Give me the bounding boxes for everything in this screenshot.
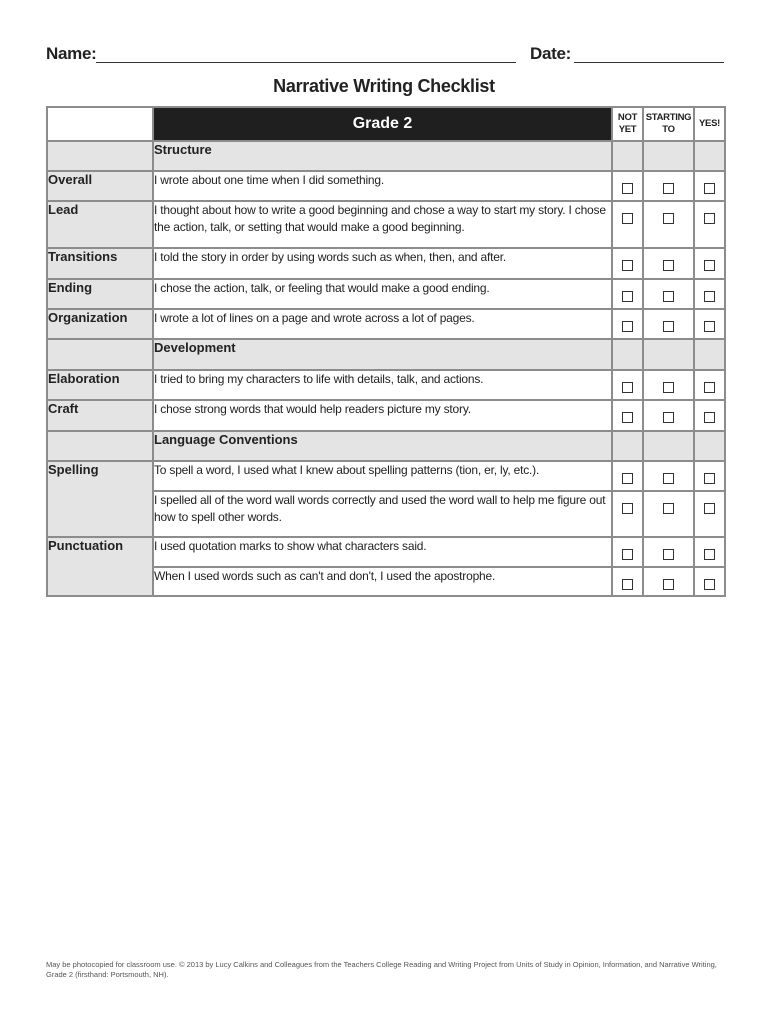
- yes-checkbox[interactable]: [704, 473, 715, 484]
- name-field-line[interactable]: [96, 62, 516, 63]
- table-header-row: [47, 107, 725, 141]
- yes-checkbox[interactable]: [704, 260, 715, 271]
- not-yet-checkbox[interactable]: [622, 183, 633, 194]
- not-yet-checkbox[interactable]: [622, 579, 633, 590]
- category-label: Transitions: [47, 248, 153, 279]
- criterion-text: When I used words such as can't and don't, I used the apostrophe.: [153, 567, 612, 596]
- criterion-text: I wrote a lot of lines on a page and wrote across a lot of pages.: [153, 309, 612, 339]
- col-not-yet-header: NOT YET: [612, 107, 643, 141]
- not-yet-checkbox[interactable]: [622, 473, 633, 484]
- section-row-language-conventions: [47, 431, 725, 461]
- starting-to-checkbox[interactable]: [663, 183, 674, 194]
- table-row: [47, 537, 725, 567]
- criterion-text: To spell a word, I used what I knew about spelling patterns (tion, er, ly, etc.).: [153, 461, 612, 491]
- table-row: [47, 171, 725, 201]
- criterion-text: I spelled all of the word wall words correctly and used the word wall to help me figure out how to spell other words.: [153, 491, 612, 537]
- section-label: Language Conventions: [153, 431, 612, 461]
- category-label: Spelling: [47, 461, 153, 537]
- yes-checkbox[interactable]: [704, 382, 715, 393]
- not-yet-checkbox[interactable]: [622, 382, 633, 393]
- table-row: [47, 461, 725, 491]
- starting-to-checkbox[interactable]: [663, 382, 674, 393]
- starting-to-checkbox[interactable]: [663, 260, 674, 271]
- starting-to-checkbox[interactable]: [663, 213, 674, 224]
- category-label: Ending: [47, 279, 153, 309]
- date-field-line[interactable]: [574, 62, 724, 63]
- page-title: Narrative Writing Checklist: [273, 76, 495, 96]
- table-row: [47, 309, 725, 339]
- checklist-table: [46, 106, 726, 597]
- not-yet-checkbox[interactable]: [622, 503, 633, 514]
- yes-checkbox[interactable]: [704, 321, 715, 332]
- date-label: Date:: [530, 44, 572, 63]
- grade-heading: Grade 2: [153, 107, 612, 141]
- col-yes-header: YES!: [694, 107, 725, 141]
- yes-checkbox[interactable]: [704, 503, 715, 514]
- category-label: Punctuation: [47, 537, 153, 596]
- starting-to-checkbox[interactable]: [663, 473, 674, 484]
- criterion-text: I chose the action, talk, or feeling that would make a good ending.: [153, 279, 612, 309]
- category-label: Elaboration: [47, 370, 153, 400]
- not-yet-checkbox[interactable]: [622, 291, 633, 302]
- section-label: Development: [153, 339, 612, 370]
- criterion-text: I chose strong words that would help readers picture my story.: [153, 400, 612, 431]
- table-row: [47, 201, 725, 248]
- criterion-text: I tried to bring my characters to life with details, talk, and actions.: [153, 370, 612, 400]
- not-yet-checkbox[interactable]: [622, 213, 633, 224]
- section-label: Structure: [153, 141, 612, 171]
- starting-to-checkbox[interactable]: [663, 412, 674, 423]
- yes-checkbox[interactable]: [704, 291, 715, 302]
- copyright-footer: May be photocopied for classroom use. © 2013 by Lucy Calkins and Colleagues from the Teachers College Reading and Writing Project from Units of Study in Opinion, Information, and Narrative Writing, Grade 2 (firsthand: Portsmouth, NH).: [46, 960, 717, 979]
- criterion-text: I told the story in order by using words such as when, then, and after.: [153, 248, 612, 279]
- criterion-text: I used quotation marks to show what characters said.: [153, 537, 612, 567]
- category-label: Organization: [47, 309, 153, 339]
- table-row: [47, 400, 725, 431]
- criterion-text: I thought about how to write a good beginning and chose a way to start my story. I chose the action, talk, or setting that would make a good beginning.: [153, 201, 612, 248]
- header-blank-cell: [47, 107, 153, 141]
- yes-checkbox[interactable]: [704, 213, 715, 224]
- table-row: [47, 279, 725, 309]
- not-yet-checkbox[interactable]: [622, 321, 633, 332]
- not-yet-checkbox[interactable]: [622, 260, 633, 271]
- col-starting-to-header: STARTING TO: [643, 107, 694, 141]
- yes-checkbox[interactable]: [704, 579, 715, 590]
- yes-checkbox[interactable]: [704, 549, 715, 560]
- table-row: [47, 248, 725, 279]
- name-date-header: [46, 42, 726, 68]
- starting-to-checkbox[interactable]: [663, 291, 674, 302]
- criterion-text: I wrote about one time when I did something.: [153, 171, 612, 201]
- section-row-structure: [47, 141, 725, 171]
- not-yet-checkbox[interactable]: [622, 549, 633, 560]
- starting-to-checkbox[interactable]: [663, 549, 674, 560]
- category-label: Lead: [47, 201, 153, 248]
- category-label: Overall: [47, 171, 153, 201]
- starting-to-checkbox[interactable]: [663, 579, 674, 590]
- name-label: Name:: [46, 44, 97, 63]
- category-label: Craft: [47, 400, 153, 431]
- section-row-development: [47, 339, 725, 370]
- yes-checkbox[interactable]: [704, 183, 715, 194]
- starting-to-checkbox[interactable]: [663, 503, 674, 514]
- table-row: [47, 370, 725, 400]
- starting-to-checkbox[interactable]: [663, 321, 674, 332]
- not-yet-checkbox[interactable]: [622, 412, 633, 423]
- yes-checkbox[interactable]: [704, 412, 715, 423]
